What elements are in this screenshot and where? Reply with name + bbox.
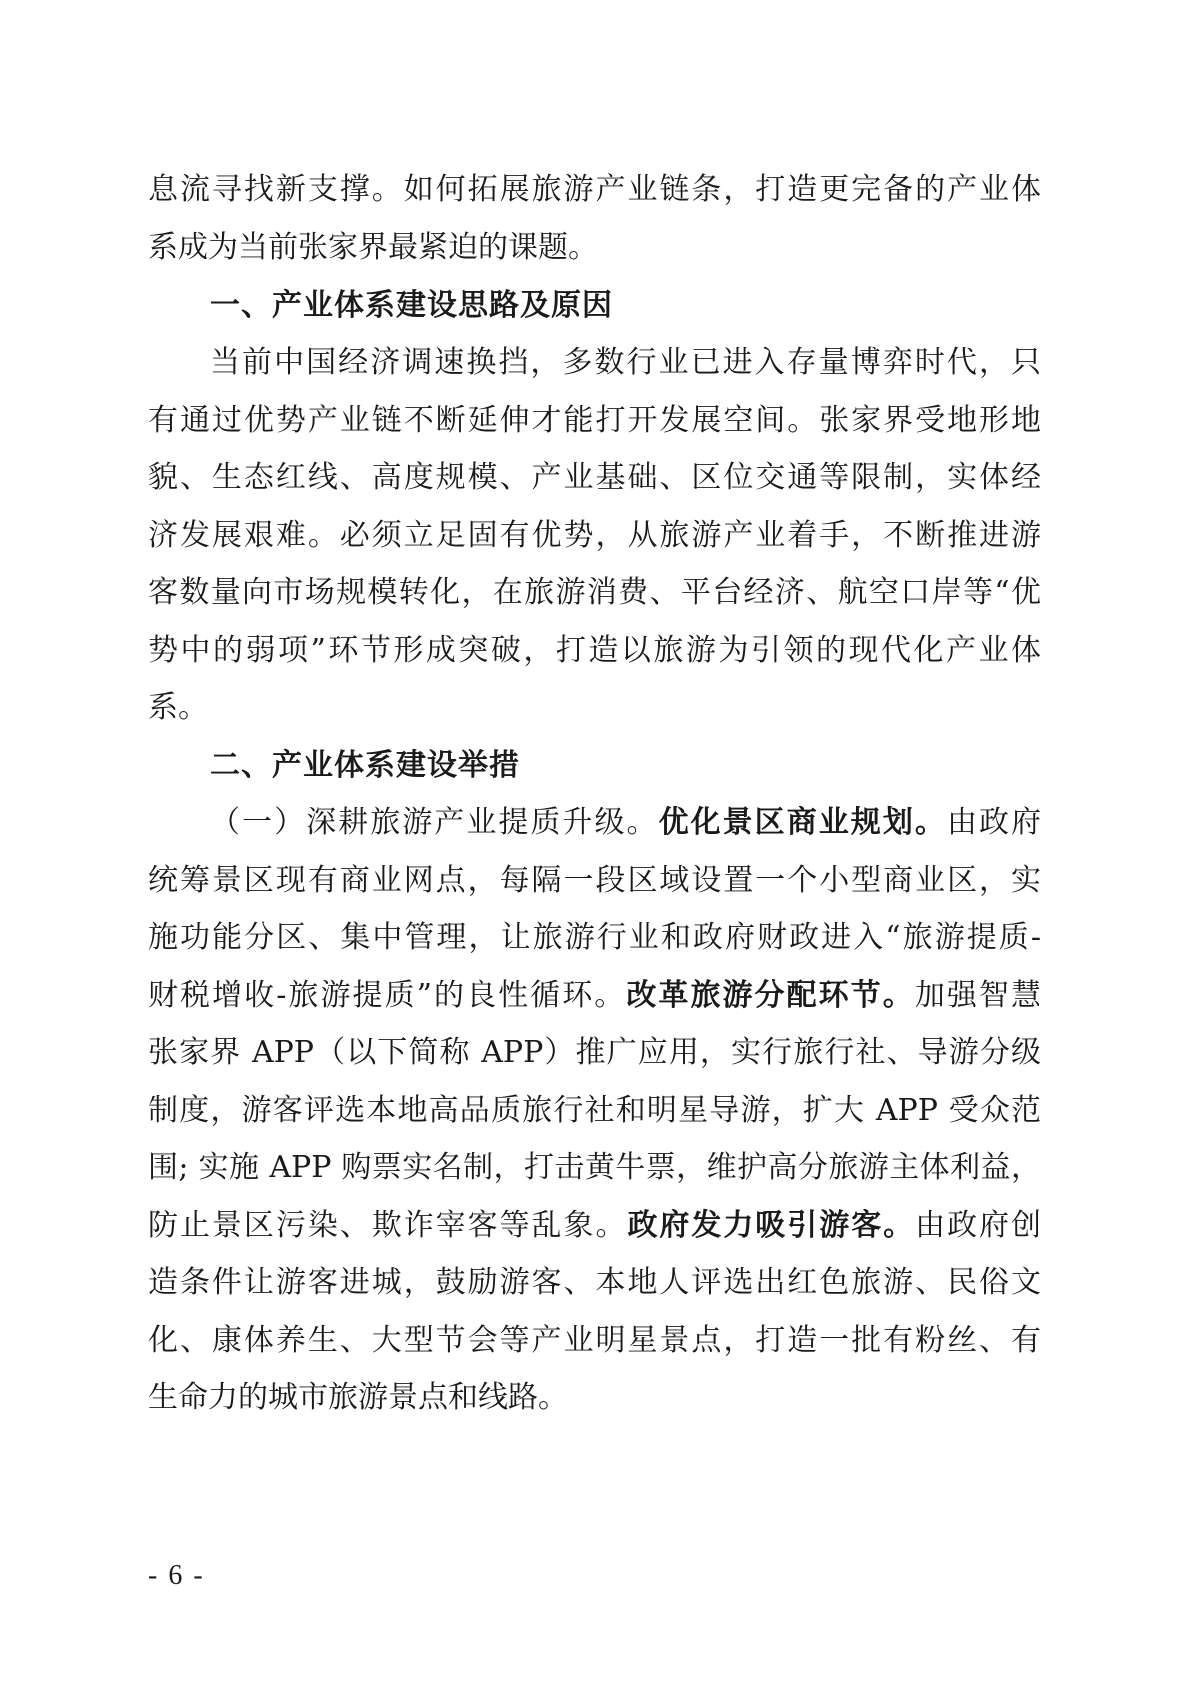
document-page bbox=[148, 0, 1041, 1683]
paragraph-line: 当前中国经济调速换挡，多数行业已进入存量博弈时代，只 bbox=[210, 345, 1041, 380]
paragraph-line: 系成为当前张家界最紧迫的课题。 bbox=[148, 230, 598, 265]
paragraph-line: 系。 bbox=[148, 690, 208, 725]
paragraph-line: 施功能分区、集中管理，让旅游行业和政府财政进入“旅游提质- bbox=[148, 920, 1041, 955]
subsection-title: （一）深耕旅游产业提质升级。 bbox=[210, 805, 659, 840]
paragraph-line: 貌、生态红线、高度规模、产业基础、区位交通等限制，实体经 bbox=[148, 460, 1041, 495]
paragraph-line-mixed bbox=[148, 1196, 1041, 1256]
text-span: 加强智慧 bbox=[914, 978, 1041, 1013]
paragraph-line: 有通过优势产业链不断延伸才能打开发展空间。张家界受地形地 bbox=[148, 403, 1041, 438]
paragraph-line-mixed bbox=[148, 966, 1041, 1026]
paragraph-line: 制度，游客评选本地高品质旅行社和明星导游，扩大 APP 受众范 bbox=[148, 1093, 1041, 1128]
page-number: - 6 - bbox=[148, 1560, 205, 1591]
text-span: 防止景区污染、欺诈宰客等乱象。 bbox=[148, 1208, 628, 1243]
section-heading-1: 一、产业体系建设思路及原因 bbox=[210, 288, 613, 323]
paragraph-line: 济发展艰难。必须立足固有优势，从旅游产业着手，不断推进游 bbox=[148, 518, 1041, 553]
paragraph-line: 造条件让游客进城，鼓励游客、本地人评选出红色旅游、民俗文 bbox=[148, 1265, 1041, 1300]
section-heading-2: 二、产业体系建设举措 bbox=[210, 748, 520, 783]
bold-lead: 优化景区商业规划。 bbox=[658, 805, 947, 840]
text-span: 财税增收-旅游提质”的良性循环。 bbox=[148, 978, 627, 1013]
bold-lead: 政府发力吸引游客。 bbox=[627, 1208, 916, 1243]
paragraph-line: 围; 实施 APP 购票实名制，打击黄牛票，维护高分旅游主体利益， bbox=[148, 1150, 1041, 1185]
paragraph-line: 息流寻找新支撑。如何拓展旅游产业链条，打造更完备的产业体 bbox=[148, 172, 1041, 207]
paragraph-line: 张家界 APP（以下简称 APP）推广应用，实行旅行社、导游分级 bbox=[148, 1035, 1041, 1070]
paragraph-line: 化、康体养生、大型节会等产业明星景点，打造一批有粉丝、有 bbox=[148, 1323, 1041, 1358]
paragraph-line: 统筹景区现有商业网点，每隔一段区域设置一个小型商业区，实 bbox=[148, 863, 1041, 898]
text-span: 由政府 bbox=[946, 805, 1041, 840]
paragraph-line: 生命力的城市旅游景点和线路。 bbox=[148, 1380, 568, 1415]
paragraph-line: 客数量向市场规模转化，在旅游消费、平台经济、航空口岸等“优 bbox=[148, 575, 1041, 610]
bold-lead: 改革旅游分配环节。 bbox=[626, 978, 915, 1013]
paragraph-line-mixed bbox=[148, 793, 1041, 853]
text-span: 由政府创 bbox=[915, 1208, 1041, 1243]
paragraph-line: 势中的弱项”环节形成突破，打造以旅游为引领的现代化产业体 bbox=[148, 633, 1041, 668]
